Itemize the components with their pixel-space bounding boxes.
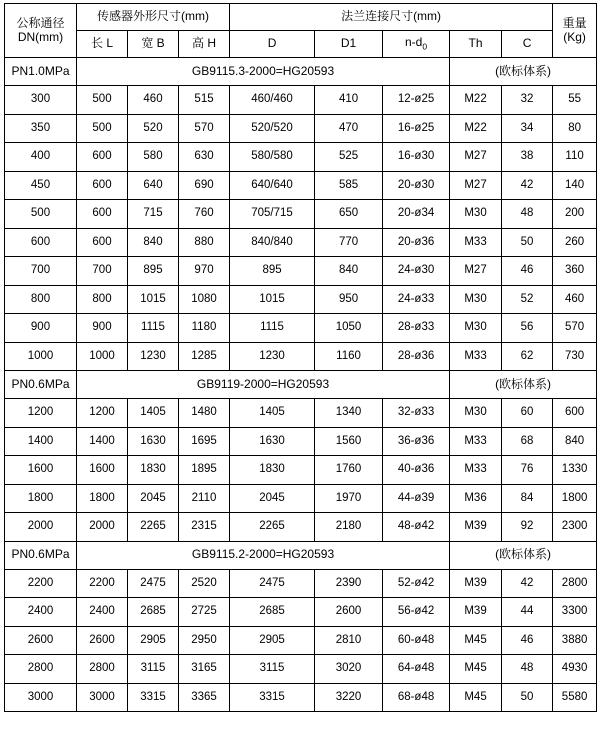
- cell-0-4-6: 20-ø34: [383, 200, 450, 229]
- column-header-6: Th: [450, 31, 502, 58]
- cell-0-9-7: M33: [450, 342, 502, 371]
- table-row: [5, 456, 597, 485]
- cell-0-1-5: 470: [315, 114, 383, 143]
- cell-2-1-5: 2600: [315, 598, 383, 627]
- cell-2-0-9: 2800: [553, 569, 597, 598]
- cell-0-5-8: 50: [502, 228, 553, 257]
- cell-0-8-6: 28-ø33: [383, 314, 450, 343]
- cell-2-4-7: M45: [450, 683, 502, 712]
- cell-0-3-5: 585: [315, 171, 383, 200]
- cell-1-2-2: 1830: [128, 456, 179, 485]
- table-row: [5, 86, 597, 115]
- cell-0-5-2: 840: [128, 228, 179, 257]
- cell-2-0-8: 42: [502, 569, 553, 598]
- table-row: [5, 143, 597, 172]
- cell-1-2-5: 1760: [315, 456, 383, 485]
- cell-0-2-2: 580: [128, 143, 179, 172]
- cell-0-1-0: 350: [5, 114, 77, 143]
- cell-1-0-2: 1405: [128, 399, 179, 428]
- header-dn-line2: DN(mm): [17, 29, 64, 44]
- cell-2-2-4: 2905: [230, 626, 315, 655]
- cell-1-2-8: 76: [502, 456, 553, 485]
- table-row: [5, 257, 597, 286]
- cell-0-3-6: 20-ø30: [383, 171, 450, 200]
- cell-0-0-8: 32: [502, 86, 553, 115]
- cell-2-1-3: 2725: [179, 598, 230, 627]
- cell-0-8-1: 900: [77, 314, 128, 343]
- cell-2-0-6: 52-ø42: [383, 569, 450, 598]
- section-header-row-0: [5, 58, 597, 86]
- section-note-2: (欧标体系): [450, 541, 597, 569]
- cell-0-9-2: 1230: [128, 342, 179, 371]
- cell-1-3-8: 84: [502, 484, 553, 513]
- cell-0-6-6: 24-ø30: [383, 257, 450, 286]
- cell-1-3-0: 1800: [5, 484, 77, 513]
- cell-1-0-5: 1340: [315, 399, 383, 428]
- section-header-row-2: [5, 541, 597, 569]
- cell-2-3-0: 2800: [5, 655, 77, 684]
- cell-1-0-4: 1405: [230, 399, 315, 428]
- cell-0-0-6: 12-ø25: [383, 86, 450, 115]
- cell-2-4-4: 3315: [230, 683, 315, 712]
- cell-0-3-4: 640/640: [230, 171, 315, 200]
- cell-1-1-3: 1695: [179, 427, 230, 456]
- table-row: [5, 513, 597, 542]
- cell-0-5-1: 600: [77, 228, 128, 257]
- cell-2-0-7: M39: [450, 569, 502, 598]
- table-row: [5, 314, 597, 343]
- cell-0-4-3: 760: [179, 200, 230, 229]
- cell-0-8-0: 900: [5, 314, 77, 343]
- cell-0-2-8: 38: [502, 143, 553, 172]
- table-header-row-1: [5, 4, 597, 31]
- cell-2-0-3: 2520: [179, 569, 230, 598]
- cell-2-1-4: 2685: [230, 598, 315, 627]
- cell-1-0-9: 600: [553, 399, 597, 428]
- cell-0-1-6: 16-ø25: [383, 114, 450, 143]
- table-row: [5, 171, 597, 200]
- cell-2-1-6: 56-ø42: [383, 598, 450, 627]
- cell-2-4-2: 3315: [128, 683, 179, 712]
- cell-1-0-3: 1480: [179, 399, 230, 428]
- cell-0-8-4: 1115: [230, 314, 315, 343]
- cell-1-1-8: 68: [502, 427, 553, 456]
- cell-0-6-1: 700: [77, 257, 128, 286]
- cell-2-1-2: 2685: [128, 598, 179, 627]
- cell-0-1-8: 34: [502, 114, 553, 143]
- cell-0-0-7: M22: [450, 86, 502, 115]
- column-header-2: 高 H: [179, 31, 230, 58]
- cell-0-7-7: M30: [450, 285, 502, 314]
- cell-1-3-7: M36: [450, 484, 502, 513]
- specification-table: [4, 3, 597, 712]
- cell-1-4-7: M39: [450, 513, 502, 542]
- column-header-7: C: [502, 31, 553, 58]
- cell-0-4-7: M30: [450, 200, 502, 229]
- cell-0-7-2: 1015: [128, 285, 179, 314]
- cell-0-2-3: 630: [179, 143, 230, 172]
- cell-0-7-0: 800: [5, 285, 77, 314]
- cell-1-2-4: 1830: [230, 456, 315, 485]
- table-header-row-2: [5, 31, 597, 58]
- cell-2-4-9: 5580: [553, 683, 597, 712]
- cell-1-1-2: 1630: [128, 427, 179, 456]
- cell-0-7-1: 800: [77, 285, 128, 314]
- cell-0-0-2: 460: [128, 86, 179, 115]
- table-row: [5, 228, 597, 257]
- cell-1-1-1: 1400: [77, 427, 128, 456]
- cell-1-2-6: 40-ø36: [383, 456, 450, 485]
- cell-1-1-7: M33: [450, 427, 502, 456]
- cell-2-3-5: 3020: [315, 655, 383, 684]
- table-body: [5, 4, 597, 712]
- header-weight-line2: (Kg): [563, 29, 586, 44]
- cell-2-2-0: 2600: [5, 626, 77, 655]
- cell-1-4-0: 2000: [5, 513, 77, 542]
- header-weight-line1: 重量: [562, 15, 587, 30]
- cell-0-9-9: 730: [553, 342, 597, 371]
- section-header-row-1: [5, 371, 597, 399]
- cell-0-9-5: 1160: [315, 342, 383, 371]
- cell-2-3-3: 3165: [179, 655, 230, 684]
- cell-0-3-3: 690: [179, 171, 230, 200]
- cell-2-1-1: 2400: [77, 598, 128, 627]
- cell-1-2-0: 1600: [5, 456, 77, 485]
- cell-1-3-6: 44-ø39: [383, 484, 450, 513]
- cell-1-0-1: 1200: [77, 399, 128, 428]
- section-note-0: (欧标体系): [450, 58, 597, 86]
- cell-1-3-2: 2045: [128, 484, 179, 513]
- cell-0-0-0: 300: [5, 86, 77, 115]
- column-header-5: $n-d_0$: [383, 31, 450, 58]
- cell-0-1-9: 80: [553, 114, 597, 143]
- header-weight: [553, 4, 597, 58]
- cell-2-4-8: 50: [502, 683, 553, 712]
- cell-1-4-4: 2265: [230, 513, 315, 542]
- cell-0-2-9: 110: [553, 143, 597, 172]
- cell-2-0-4: 2475: [230, 569, 315, 598]
- cell-0-5-5: 770: [315, 228, 383, 257]
- cell-0-6-5: 840: [315, 257, 383, 286]
- cell-1-4-3: 2315: [179, 513, 230, 542]
- cell-0-7-9: 460: [553, 285, 597, 314]
- cell-0-7-5: 950: [315, 285, 383, 314]
- table-row: [5, 484, 597, 513]
- cell-0-5-7: M33: [450, 228, 502, 257]
- table-row: [5, 342, 597, 371]
- cell-0-9-4: 1230: [230, 342, 315, 371]
- cell-2-3-2: 3115: [128, 655, 179, 684]
- cell-0-9-8: 62: [502, 342, 553, 371]
- cell-1-4-5: 2180: [315, 513, 383, 542]
- cell-2-3-4: 3115: [230, 655, 315, 684]
- cell-0-6-4: 895: [230, 257, 315, 286]
- cell-1-3-9: 1800: [553, 484, 597, 513]
- header-dn: [5, 4, 77, 58]
- table-row: [5, 285, 597, 314]
- cell-0-6-9: 360: [553, 257, 597, 286]
- cell-2-0-0: 2200: [5, 569, 77, 598]
- cell-0-4-0: 500: [5, 200, 77, 229]
- cell-0-3-7: M27: [450, 171, 502, 200]
- cell-1-0-0: 1200: [5, 399, 77, 428]
- cell-0-4-9: 200: [553, 200, 597, 229]
- cell-1-2-3: 1895: [179, 456, 230, 485]
- section-pressure-0: PN1.0MPa: [5, 58, 77, 86]
- cell-2-1-8: 44: [502, 598, 553, 627]
- cell-1-4-6: 48-ø42: [383, 513, 450, 542]
- cell-2-1-7: M39: [450, 598, 502, 627]
- cell-0-9-0: 1000: [5, 342, 77, 371]
- cell-1-3-4: 2045: [230, 484, 315, 513]
- cell-0-1-3: 570: [179, 114, 230, 143]
- cell-2-2-2: 2905: [128, 626, 179, 655]
- cell-0-7-4: 1015: [230, 285, 315, 314]
- cell-0-7-6: 24-ø33: [383, 285, 450, 314]
- cell-2-4-5: 3220: [315, 683, 383, 712]
- cell-0-2-4: 580/580: [230, 143, 315, 172]
- header-dn-line1: 公称通径: [16, 15, 65, 30]
- cell-0-1-1: 500: [77, 114, 128, 143]
- cell-0-4-2: 715: [128, 200, 179, 229]
- table-row: [5, 114, 597, 143]
- cell-0-9-6: 28-ø36: [383, 342, 450, 371]
- cell-2-2-1: 2600: [77, 626, 128, 655]
- cell-1-3-1: 1800: [77, 484, 128, 513]
- cell-2-0-1: 2200: [77, 569, 128, 598]
- cell-2-0-5: 2390: [315, 569, 383, 598]
- cell-1-2-7: M33: [450, 456, 502, 485]
- cell-2-2-3: 2950: [179, 626, 230, 655]
- cell-0-5-6: 20-ø36: [383, 228, 450, 257]
- column-header-0: 长 L: [77, 31, 128, 58]
- cell-0-6-2: 895: [128, 257, 179, 286]
- cell-2-4-3: 3365: [179, 683, 230, 712]
- cell-0-0-1: 500: [77, 86, 128, 115]
- table-row: [5, 626, 597, 655]
- cell-0-0-9: 55: [553, 86, 597, 115]
- cell-2-1-0: 2400: [5, 598, 77, 627]
- column-header-3: D: [230, 31, 315, 58]
- cell-0-6-7: M27: [450, 257, 502, 286]
- cell-2-3-9: 4930: [553, 655, 597, 684]
- cell-0-8-7: M30: [450, 314, 502, 343]
- cell-2-3-8: 48: [502, 655, 553, 684]
- cell-0-5-0: 600: [5, 228, 77, 257]
- cell-1-1-0: 1400: [5, 427, 77, 456]
- cell-2-2-8: 46: [502, 626, 553, 655]
- cell-1-2-1: 1600: [77, 456, 128, 485]
- cell-2-2-9: 3880: [553, 626, 597, 655]
- section-pressure-1: PN0.6MPa: [5, 371, 77, 399]
- cell-1-1-9: 840: [553, 427, 597, 456]
- header-sensor-dimensions: 传感器外形尺寸(mm): [77, 4, 230, 31]
- cell-0-6-8: 46: [502, 257, 553, 286]
- table-row: [5, 598, 597, 627]
- cell-1-1-6: 36-ø36: [383, 427, 450, 456]
- cell-1-4-2: 2265: [128, 513, 179, 542]
- cell-0-8-5: 1050: [315, 314, 383, 343]
- cell-2-4-6: 68-ø48: [383, 683, 450, 712]
- cell-0-8-2: 1115: [128, 314, 179, 343]
- cell-0-6-3: 970: [179, 257, 230, 286]
- cell-1-4-8: 92: [502, 513, 553, 542]
- cell-0-5-4: 840/840: [230, 228, 315, 257]
- cell-1-1-5: 1560: [315, 427, 383, 456]
- cell-0-4-1: 600: [77, 200, 128, 229]
- cell-1-4-9: 2300: [553, 513, 597, 542]
- table-row: [5, 683, 597, 712]
- cell-2-3-6: 64-ø48: [383, 655, 450, 684]
- cell-1-4-1: 2000: [77, 513, 128, 542]
- cell-1-3-3: 2110: [179, 484, 230, 513]
- cell-0-8-9: 570: [553, 314, 597, 343]
- section-note-1: (欧标体系): [450, 371, 597, 399]
- table-row: [5, 569, 597, 598]
- cell-0-0-5: 410: [315, 86, 383, 115]
- cell-0-3-2: 640: [128, 171, 179, 200]
- cell-2-4-1: 3000: [77, 683, 128, 712]
- cell-0-9-3: 1285: [179, 342, 230, 371]
- cell-0-4-5: 650: [315, 200, 383, 229]
- cell-0-4-4: 705/715: [230, 200, 315, 229]
- section-pressure-2: PN0.6MPa: [5, 541, 77, 569]
- cell-0-8-3: 1180: [179, 314, 230, 343]
- cell-2-2-7: M45: [450, 626, 502, 655]
- cell-1-0-7: M30: [450, 399, 502, 428]
- cell-0-5-9: 260: [553, 228, 597, 257]
- table-row: [5, 399, 597, 428]
- cell-0-5-3: 880: [179, 228, 230, 257]
- cell-0-2-6: 16-ø30: [383, 143, 450, 172]
- cell-0-6-0: 700: [5, 257, 77, 286]
- cell-0-1-4: 520/520: [230, 114, 315, 143]
- cell-1-0-6: 32-ø33: [383, 399, 450, 428]
- cell-0-3-9: 140: [553, 171, 597, 200]
- column-header-1: 宽 B: [128, 31, 179, 58]
- cell-0-3-1: 600: [77, 171, 128, 200]
- section-standard-1: GB9119-2000=HG20593: [77, 371, 450, 399]
- cell-0-1-2: 520: [128, 114, 179, 143]
- table-row: [5, 200, 597, 229]
- cell-0-8-8: 56: [502, 314, 553, 343]
- cell-1-1-4: 1630: [230, 427, 315, 456]
- cell-1-2-9: 1330: [553, 456, 597, 485]
- cell-0-2-0: 400: [5, 143, 77, 172]
- cell-0-2-7: M27: [450, 143, 502, 172]
- cell-1-3-5: 1970: [315, 484, 383, 513]
- cell-2-0-2: 2475: [128, 569, 179, 598]
- cell-0-7-3: 1080: [179, 285, 230, 314]
- cell-0-2-1: 600: [77, 143, 128, 172]
- table-row: [5, 427, 597, 456]
- column-header-4: D1: [315, 31, 383, 58]
- cell-0-0-4: 460/460: [230, 86, 315, 115]
- cell-2-3-7: M45: [450, 655, 502, 684]
- table-row: [5, 655, 597, 684]
- cell-0-1-7: M22: [450, 114, 502, 143]
- cell-2-2-5: 2810: [315, 626, 383, 655]
- cell-0-3-8: 42: [502, 171, 553, 200]
- cell-0-0-3: 515: [179, 86, 230, 115]
- cell-0-2-5: 525: [315, 143, 383, 172]
- cell-2-2-6: 60-ø48: [383, 626, 450, 655]
- cell-0-3-0: 450: [5, 171, 77, 200]
- cell-1-0-8: 60: [502, 399, 553, 428]
- cell-2-3-1: 2800: [77, 655, 128, 684]
- section-standard-2: GB9115.2-2000=HG20593: [77, 541, 450, 569]
- section-standard-0: GB9115.3-2000=HG20593: [77, 58, 450, 86]
- cell-0-7-8: 52: [502, 285, 553, 314]
- cell-0-9-1: 1000: [77, 342, 128, 371]
- header-flange-dimensions: 法兰连接尺寸(mm): [230, 4, 553, 31]
- cell-2-1-9: 3300: [553, 598, 597, 627]
- cell-2-4-0: 3000: [5, 683, 77, 712]
- cell-0-4-8: 48: [502, 200, 553, 229]
